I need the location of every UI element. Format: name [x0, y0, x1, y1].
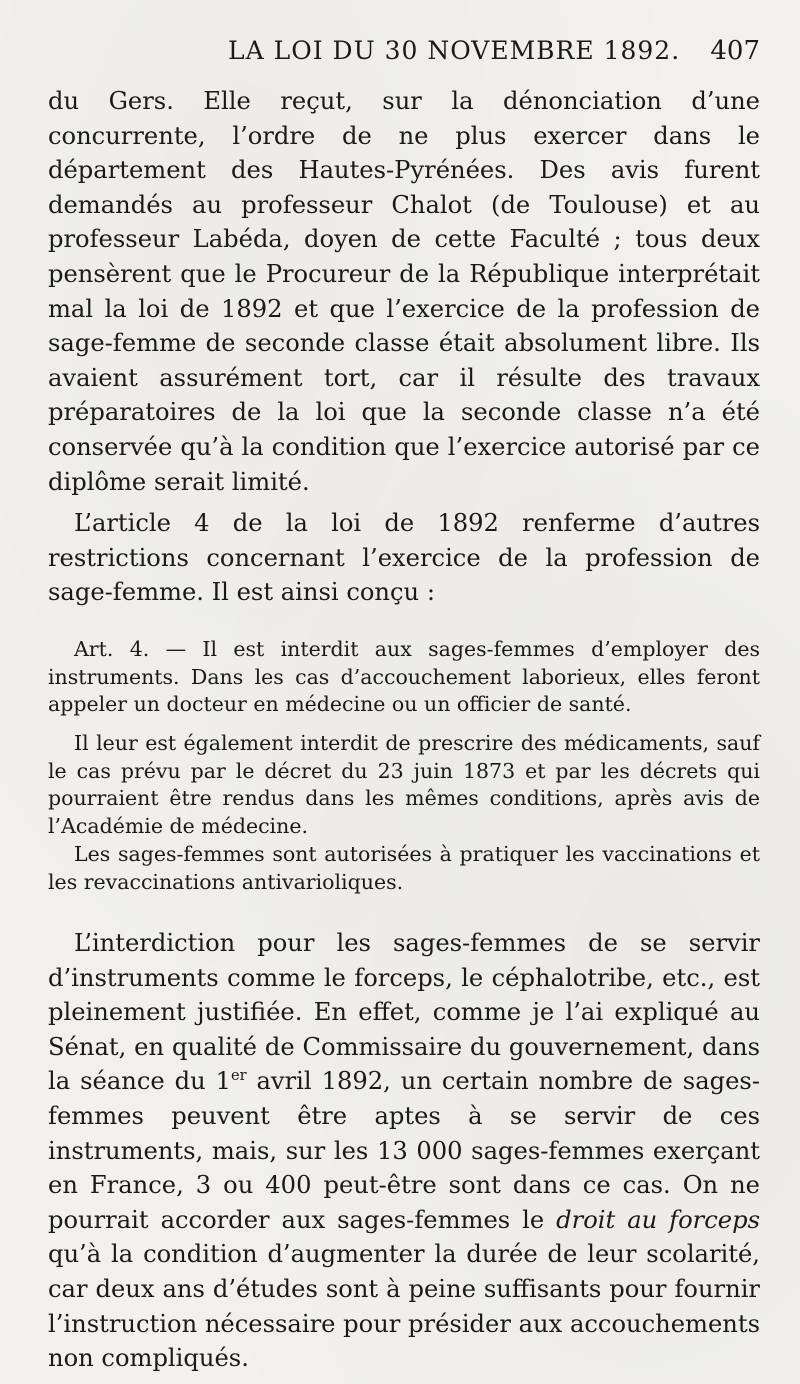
- quote-paragraph-2: Il leur est également interdit de prescrire des médicaments, sauf le cas prévu par le décret du 23 juin 1873 et par les décrets qui pourraient être rendus dans les mêmes conditions, après avis de l’Académie de médecine.: [48, 731, 760, 838]
- law-quote-medications: [48, 730, 760, 840]
- quote-paragraph-3: Les sages-femmes sont autorisées à pratiquer les vaccinations et les revaccinations antivarioliques.: [48, 842, 760, 894]
- ordinal-superscript: er: [231, 1068, 247, 1085]
- paragraph-1: du Gers. Elle reçut, sur la dénonciation d’une concurrente, l’ordre de ne plus exercer dans le département des Hautes-Pyrénées. Des avis furent demandés au professeur Chalot (de Toulouse) et au professeur Labéda, doyen de cette Faculté ; tous deux pensèrent que le Procureur de la République interprétait mal la loi de 1892 et que l’exercice de la profession de sage-femme de seconde classe était absolument libre. Ils avaient assurément tort, car il résulte des travaux préparatoires de la loi que la seconde classe n’a été conservée qu’à la condition que l’exercice autorisé par ce diplôme serait limité.: [48, 87, 760, 496]
- law-quote-article-4: [48, 636, 760, 719]
- law-quote-vaccinations: [48, 841, 760, 896]
- paragraph-article-intro: [48, 506, 760, 610]
- quote-paragraph-1: Art. 4. — Il est interdit aux sages-femmes d’employer des instruments. Dans les cas d’accouchement laborieux, elles feront appeler un docteur en médecine ou un officier de santé.: [48, 637, 760, 717]
- emphasis-droit-au-forceps: droit au forceps: [556, 1205, 760, 1234]
- page-number: 407: [710, 36, 760, 66]
- paragraph-3-part-1: L’interdiction pour les sages-femmes de se servir d’instruments comme le forceps, le céphalotribe, etc., est pleinement justifiée. En effet, comme je l’ai expliqué au Sénat, en qualité de Commissaire du gouvernement, dans la séance du 1: [48, 929, 760, 1096]
- paragraph-2: L’article 4 de la loi de 1892 renferme d’autres restrictions concernant l’exercice de la profession de sage-femme. Il est ainsi conçu :: [48, 509, 760, 607]
- paragraph-continuation: [48, 84, 760, 499]
- paragraph-3-part-2: avril 1892, un certain nombre de sages-femmes peuvent être aptes à se servir de ces instruments, mais, sur les 13 000 sages-femmes exerçant en France, 3 ou 400 peut-être sont dans ce cas. On ne pourrait accorder aux sages-femmes le: [48, 1067, 760, 1234]
- paragraph-forceps: [48, 926, 760, 1376]
- paragraph-3: [48, 926, 760, 1376]
- paragraph-3-part-3: qu’à la condition d’augmenter la durée de leur scolarité, car deux ans d’études sont à peine suffisants pour fournir l’instruction nécessaire pour présider aux accouchements non compliqués.: [48, 1240, 760, 1373]
- running-title: LA LOI DU 30 NOVEMBRE 1892.: [228, 36, 681, 65]
- page-header: [48, 36, 760, 76]
